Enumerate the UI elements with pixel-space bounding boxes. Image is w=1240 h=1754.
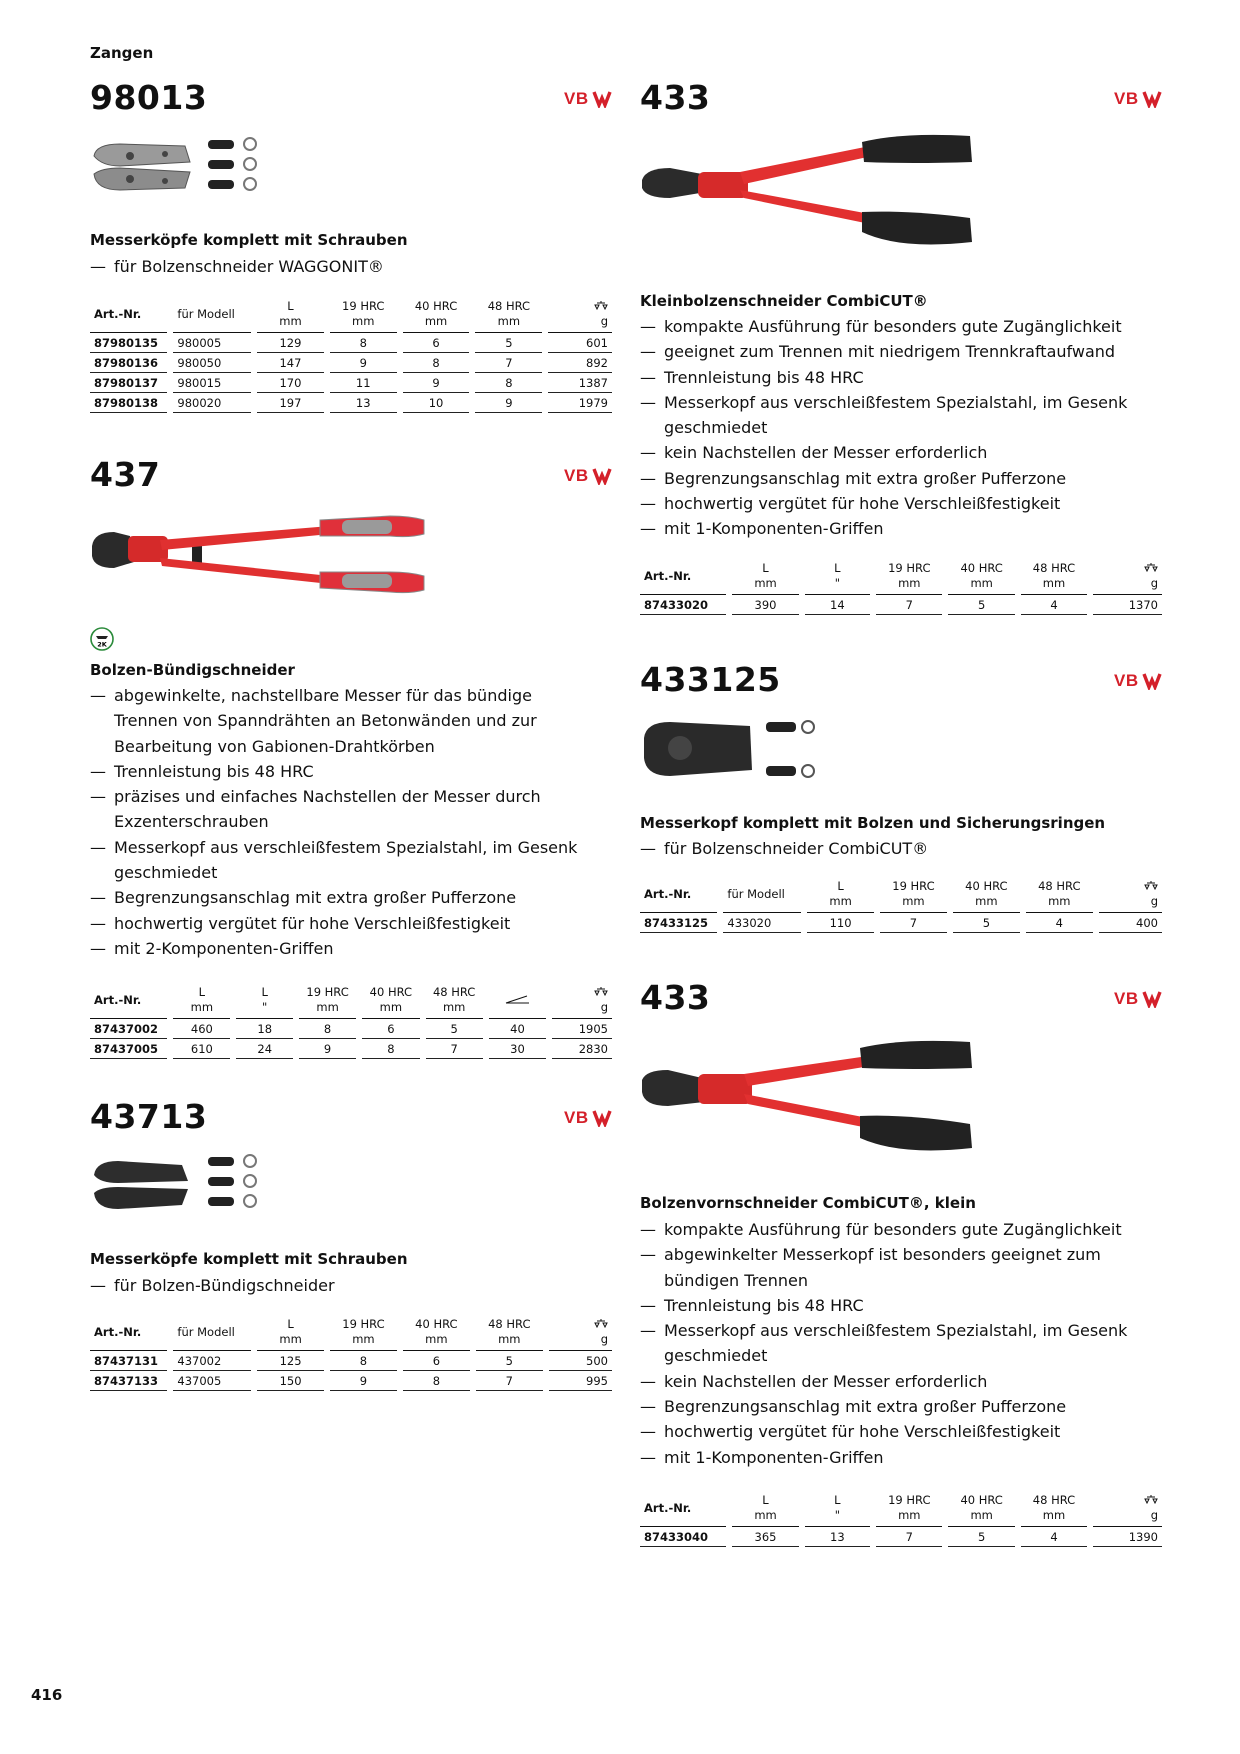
feature-item: — kein Nachstellen der Messer erforderlich [640,440,1162,465]
table-row: 87437005 610 24 9 8 7 30 2830 [90,1039,612,1059]
product-number: 98013 [90,78,208,117]
product-title: Bolzen-Bündigschneider [90,661,295,679]
feature-item: — mit 2-Komponenten-Griffen [90,936,590,961]
table-row: 87980138 980020 197 13 10 9 1979 [90,393,612,413]
scale-icon [594,985,608,999]
col-model: für Modell [170,296,254,333]
vbw-logo [1114,90,1162,106]
product-title: Messerkopf komplett mit Bolzen und Sicherungsringen [640,814,1106,832]
spec-table: Art.-Nr. für Modell L mm 19 HRC mm 40 HRC mm 48 HRC mm g 87433125 433020 110 7 5 4 400 [640,876,1162,933]
product-number: 433 [640,78,711,117]
spec-table: Art.-Nr. L mm L " 19 HRC mm 40 HRC mm 48 HRC mm g 87433040 365 13 7 5 4 1390 [640,1490,1162,1547]
feature-item: — geeignet zum Trennen mit niedrigem Trennkraftaufwand [640,339,1162,364]
feature-item: — kompakte Ausführung für besonders gute Zugänglichkeit [640,1217,1162,1242]
col-weight: g [545,296,612,333]
vbw-logo [564,467,612,483]
table-row: 87433040 365 13 7 5 4 1390 [640,1527,1162,1547]
feature-list [90,683,590,961]
feature-item: — hochwertig vergütet für hohe Verschleißfestigkeit [640,491,1162,516]
col-length: L mm [254,296,327,333]
cutter-heads-image [90,132,270,204]
vbw-logo [1114,990,1162,1006]
feature-item: — Begrenzungsanschlag mit extra großer Pufferzone [640,1394,1162,1419]
spec-table: Art.-Nr. L mm L " 19 HRC mm 40 HRC mm 48 HRC mm g 87437002 460 18 8 6 5 40 1905 87437005 610 24 9 8 7 30 2830 [90,982,612,1059]
feature-item: — Messerkopf aus verschleißfestem Spezialstahl, im Gesenk geschmiedet [640,1318,1162,1369]
feature-list [640,1217,1162,1470]
product-title: Kleinbolzenschneider CombiCUT® [640,292,928,310]
table-row: 87437002 460 18 8 6 5 40 1905 [90,1019,612,1039]
product-number: 437 [90,455,161,494]
table-row: 87980135 980005 129 8 6 5 601 [90,333,612,353]
table-row: 87980136 980050 147 9 8 7 892 [90,353,612,373]
scale-icon [594,1317,608,1331]
feature-item: — Trennleistung bis 48 HRC [90,759,590,784]
product-title: Messerköpfe komplett mit Schrauben [90,1250,408,1268]
product-number: 433 [640,978,711,1017]
feature-item: — Trennleistung bis 48 HRC [640,365,1162,390]
feature-item: — Messerkopf aus verschleißfestem Spezialstahl, im Gesenk geschmiedet [640,390,1162,441]
feature-item: — hochwertig vergütet für hohe Verschleißfestigkeit [90,911,590,936]
feature-item: — mit 1-Komponenten-Griffen [640,1445,1162,1470]
spec-table: Art.-Nr. L mm L " 19 HRC mm 40 HRC mm 48 HRC mm g 87433020 390 14 7 5 4 1370 [640,558,1162,615]
feature-item: — Messerkopf aus verschleißfestem Spezialstahl, im Gesenk geschmiedet [90,835,590,886]
col-40hrc: 40 HRC mm [400,296,473,333]
feature-item: — kein Nachstellen der Messer erforderlich [640,1369,1162,1394]
product-number: 433125 [640,660,781,699]
feature-item: — abgewinkelter Messerkopf ist besonders geeignet zum bündigen Trennen [640,1242,1162,1293]
feature-list [90,254,610,279]
feature-item: — mit 1-Komponenten-Griffen [640,516,1162,541]
feature-item: — für Bolzen-Bündigschneider [90,1273,610,1298]
scale-icon [1144,561,1158,575]
product-number: 43713 [90,1097,208,1136]
bolt-cutter-image [640,1030,980,1170]
spec-table [90,296,612,413]
angle-icon [505,993,531,1007]
product-title: Bolzenvornschneider CombiCUT®, klein [640,1194,976,1212]
vbw-logo [564,90,612,106]
feature-item: — präzises und einfaches Nachstellen der Messer durch Exzenterschrauben [90,784,590,835]
feature-item: — für Bolzenschneider WAGGONIT® [90,254,610,279]
feature-list [90,1273,610,1298]
feature-item: — abgewinkelte, nachstellbare Messer für das bündige Trennen von Spanndrähten an Betonwänden und zur Bearbeitung von Gabionen-Drahtkörben [90,683,590,759]
vbw-logo [1114,672,1162,688]
table-row: 87433125 433020 110 7 5 4 400 [640,913,1162,933]
svg-text:2K: 2K [97,640,107,649]
scale-icon [1144,879,1158,893]
cutter-heads-image [90,1149,270,1221]
table-row: 87437131 437002 125 8 6 5 500 [90,1351,612,1371]
feature-item: — Trennleistung bis 48 HRC [640,1293,1162,1318]
bolt-cutter-image [640,132,980,262]
spec-table: Art.-Nr. für Modell L mm 19 HRC mm 40 HRC mm 48 HRC mm g 87437131 437002 125 8 6 5 500 87437133 437005 150 9 8 7 995 [90,1314,612,1391]
table-row: 87433020 390 14 7 5 4 1370 [640,595,1162,615]
feature-item: — kompakte Ausführung für besonders gute Zugänglichkeit [640,314,1162,339]
col-art: Art.-Nr. [90,296,170,333]
table-row: 87437133 437005 150 9 8 7 995 [90,1371,612,1391]
feature-item: — hochwertig vergütet für hohe Verschleißfestigkeit [640,1419,1162,1444]
cutter-head-image [640,710,820,784]
feature-list [640,836,1162,861]
feature-item: — Begrenzungsanschlag mit extra großer Pufferzone [640,466,1162,491]
col-19hrc: 19 HRC mm [327,296,400,333]
two-component-badge-icon [90,627,112,649]
feature-item: — für Bolzenschneider CombiCUT® [640,836,1162,861]
page-number: 416 [31,1686,63,1704]
table-row: 87980137 980015 170 11 9 8 1387 [90,373,612,393]
col-48hrc: 48 HRC mm [472,296,545,333]
scale-icon [594,299,608,313]
vbw-logo [564,1109,612,1125]
section-title: Zangen [90,44,154,62]
scale-icon [1144,1493,1158,1507]
product-title: Messerköpfe komplett mit Schrauben [90,231,408,249]
bolt-cutter-image [90,506,440,606]
feature-item: — Begrenzungsanschlag mit extra großer Pufferzone [90,885,590,910]
feature-list [640,314,1162,542]
